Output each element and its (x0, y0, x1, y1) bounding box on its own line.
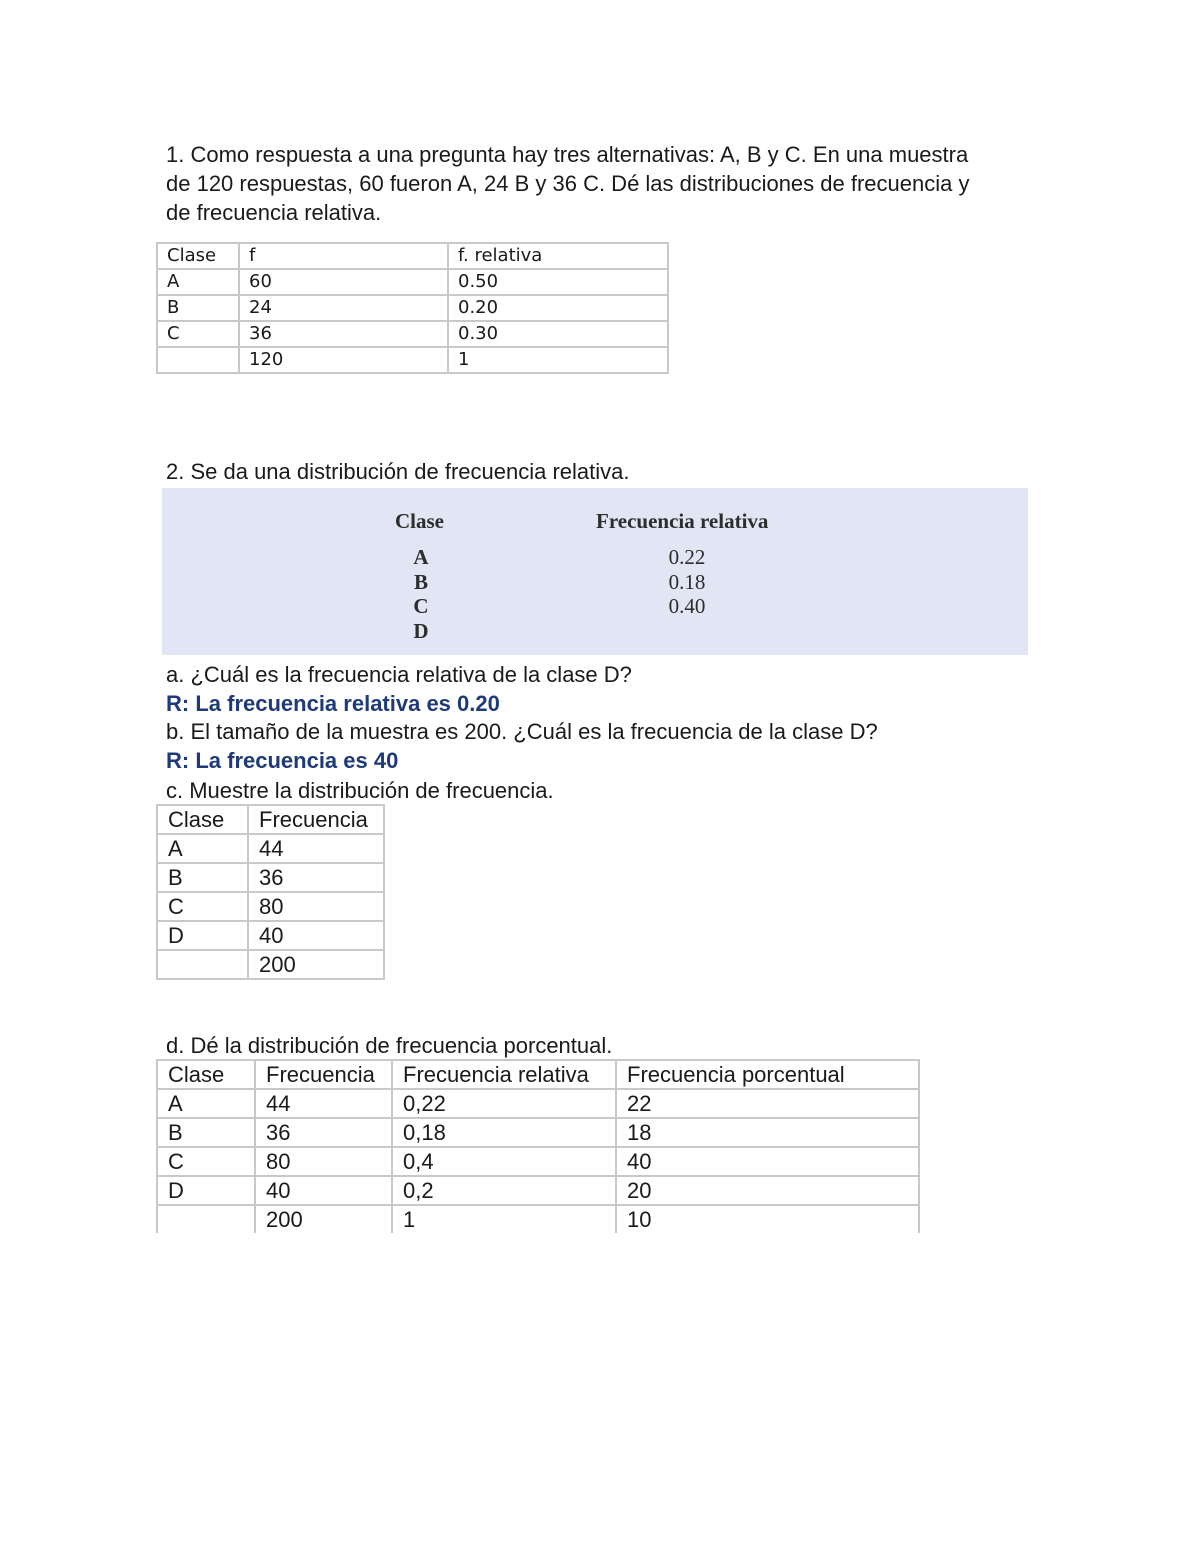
header-cell: Clase (157, 805, 248, 834)
table-cell: 0.20 (448, 295, 668, 321)
table-cell: C (157, 321, 239, 347)
table-cell: 1 (448, 347, 668, 373)
figure-class: B (413, 569, 428, 594)
table-cell: 0,4 (392, 1147, 616, 1176)
table-cell: A (157, 834, 248, 863)
table-cell: C (157, 892, 248, 921)
table-header-row (157, 805, 384, 834)
table-total-row (157, 950, 384, 979)
table-cell: 0,2 (392, 1176, 616, 1205)
header-cell: Frecuencia (248, 805, 384, 834)
table-total-row (157, 1205, 919, 1233)
table-cell: 10 (616, 1205, 919, 1233)
q2b-question: b. El tamaño de la muestra es 200. ¿Cuál es la frecuencia de la clase D? (166, 719, 878, 744)
figure-class: D (413, 619, 429, 644)
table-cell: 0.30 (448, 321, 668, 347)
table-cell (157, 950, 248, 979)
table-cell: 200 (255, 1205, 392, 1233)
table-cell: 80 (255, 1147, 392, 1176)
table-cell: 24 (239, 295, 448, 321)
table-row (157, 834, 384, 863)
table-cell: B (157, 295, 239, 321)
table-row (157, 1147, 919, 1176)
table-row (157, 892, 384, 921)
q2c-frequency-table (156, 804, 385, 980)
table-cell: D (157, 921, 248, 950)
q2b-answer: R: La frecuencia es 40 (166, 748, 399, 773)
table-cell: 44 (255, 1089, 392, 1118)
figure-col-header-clase: Clase (395, 509, 444, 533)
table-cell: 18 (616, 1118, 919, 1147)
header-cell: Frecuencia (255, 1060, 392, 1089)
table-total-row (157, 347, 668, 373)
figure-class: A (413, 545, 429, 569)
table-header-row (157, 1060, 919, 1089)
table-cell: D (157, 1176, 255, 1205)
header-cell: Clase (157, 243, 239, 269)
table-cell: 36 (248, 863, 384, 892)
q2a-question: a. ¿Cuál es la frecuencia relativa de la clase D? (166, 662, 632, 687)
q1-line-3: de frecuencia relativa. (166, 200, 382, 225)
table-cell: B (157, 863, 248, 892)
header-cell: Frecuencia relativa (392, 1060, 616, 1089)
table-cell: 22 (616, 1089, 919, 1118)
table-cell: 0.50 (448, 269, 668, 295)
table-row (157, 863, 384, 892)
header-cell: f. relativa (448, 243, 668, 269)
q1-text (166, 140, 969, 227)
q1-frequency-table (156, 242, 669, 374)
figure-value: 0.22 (668, 545, 706, 569)
q1-line-2: de 120 respuestas, 60 fueron A, 24 B y 36 C. Dé las distribuciones de frecuencia y (166, 171, 970, 196)
figure-class-column (408, 545, 434, 644)
table-cell: C (157, 1147, 255, 1176)
table-cell: 20 (616, 1176, 919, 1205)
table-cell: 40 (248, 921, 384, 950)
table-cell: B (157, 1118, 255, 1147)
table-row (157, 921, 384, 950)
header-cell: f (239, 243, 448, 269)
table-cell (157, 347, 239, 373)
figure-class: C (413, 594, 429, 619)
table-cell: A (157, 269, 239, 295)
q2-title: 2. Se da una distribución de frecuencia relativa. (166, 459, 630, 484)
table-cell (157, 1205, 255, 1233)
table-row (157, 1089, 919, 1118)
table-cell: 0,22 (392, 1089, 616, 1118)
table-cell: 44 (248, 834, 384, 863)
header-cell: Clase (157, 1060, 255, 1089)
figure-col-header-frecuencia: Frecuencia relativa (596, 509, 769, 533)
table-row (157, 1176, 919, 1205)
table-row (157, 269, 668, 295)
table-cell: 200 (248, 950, 384, 979)
figure-value: 0.18 (668, 569, 706, 594)
table-cell: 36 (239, 321, 448, 347)
q2-figure-table-image (162, 488, 1028, 655)
header-cell: Frecuencia porcentual (616, 1060, 919, 1089)
table-cell: A (157, 1089, 255, 1118)
table-row (157, 321, 668, 347)
table-row (157, 1118, 919, 1147)
table-cell: 0,18 (392, 1118, 616, 1147)
q1-line-1: 1. Como respuesta a una pregunta hay tres alternativas: A, B y C. En una muestra (166, 142, 969, 167)
q2a-answer: R: La frecuencia relativa es 0.20 (166, 691, 500, 716)
figure-value: 0.40 (668, 594, 706, 619)
table-cell: 36 (255, 1118, 392, 1147)
table-row (157, 295, 668, 321)
table-cell: 60 (239, 269, 448, 295)
table-cell: 120 (239, 347, 448, 373)
q2d-percent-table (156, 1059, 920, 1233)
table-cell: 80 (248, 892, 384, 921)
q2d-question: d. Dé la distribución de frecuencia porcentual. (166, 1033, 613, 1058)
table-header-row (157, 243, 668, 269)
table-cell: 1 (392, 1205, 616, 1233)
table-cell: 40 (616, 1147, 919, 1176)
q2c-question: c. Muestre la distribución de frecuencia. (166, 778, 554, 803)
figure-value-column (662, 545, 712, 619)
table-cell: 40 (255, 1176, 392, 1205)
